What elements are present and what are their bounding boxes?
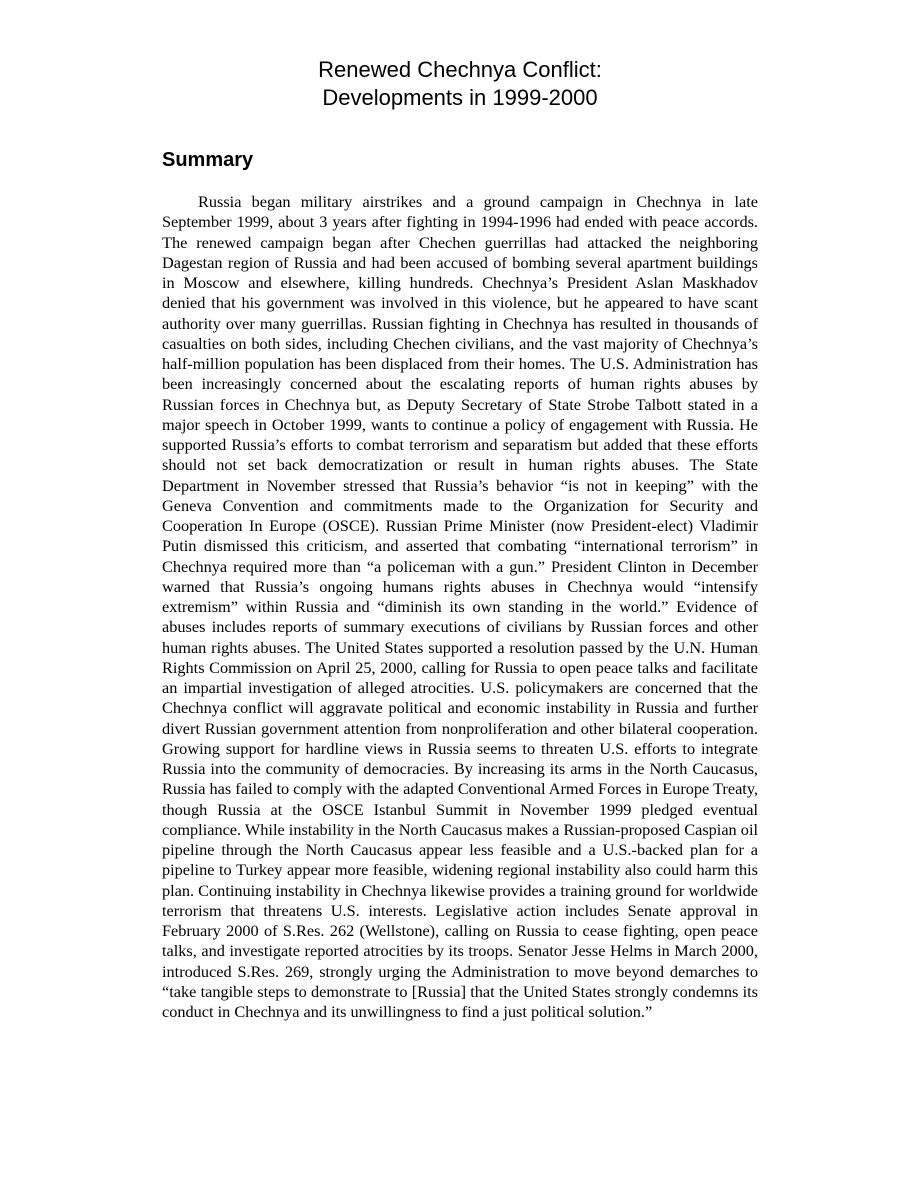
summary-heading: Summary — [162, 149, 254, 171]
summary-paragraph: Russia began military airstrikes and a ground campaign in Chechnya in late September 1999, about 3 years after fighting in 1994-1996 had ended with peace accords. The renewed campaign began after Chechen guerrillas had attacked the neighboring Dagestan region of Russia and had been accused of bombing several apartment buildings in Moscow and elsewhere, killing hundreds. Chechnya’s President Aslan Maskhadov denied that his government was involved in this violence, but he appeared to have scant authority over many guerrillas. Russian fighting in Chechnya has resulted in thousands of casualties on both sides, including Chechen civilians, and the vast majority of Chechnya’s half-million population has been displaced from their homes. The U.S. Administration has been increasingly concerned about the escalating reports of human rights abuses by Russian forces in Chechnya but, as Deputy Secretary of State Strobe Talbott stated in a major speech in October 1999, wants to continue a policy of engagement with Russia. He supported Russia’s efforts to combat terrorism and separatism but added that these efforts should not set back democratization or result in human rights abuses. The State Department in November stressed that Russia’s behavior “is not in keeping” with the Geneva Convention and commitments made to the Organization for Security and Cooperation In Europe (OSCE). Russian Prime Minister (now President-elect) Vladimir Putin dismissed this criticism, and asserted that combating “international terrorism” in Chechnya required more than “a policeman with a gun.” President Clinton in December warned that Russia’s ongoing humans rights abuses in Chechnya would “intensify extremism” within Russia and “diminish its own standing in the world.” Evidence of abuses includes reports of summary executions of civilians by Russian forces and other human rights abuses. The United States supported a resolution passed by the U.N. Human Rights Commission on April 25, 2000, calling for Russia to open peace talks and facilitate an impartial investigation of alleged atrocities. U.S. policymakers are concerned that the Chechnya conflict will aggravate political and economic instability in Russia and further divert Russian government attention from nonproliferation and other bilateral cooperation. Growing support for hardline views in Russia seems to threaten U.S. efforts to integrate Russia into the community of democracies. By increasing its arms in the North Caucasus, Russia has failed to comply with the adapted Conventional Armed Forces in Europe Treaty, though Russia at the OSCE Istanbul Summit in November 1999 pledged eventual compliance. While instability in the North Caucasus makes a Russian-proposed Caspian oil pipeline through the North Caucasus appear less feasible and a U.S.-backed plan for a pipeline to Turkey appear more feasible, widening regional instability also could harm this plan. Continuing instability in Chechnya likewise provides a training ground for worldwide terrorism that threatens U.S. interests. Legislative action includes Senate approval in February 2000 of S.Res. 262 (Wellstone), calling on Russia to cease fighting, open peace talks, and investigate reported atrocities by its troops. Senator Jesse Helms in March 2000, introduced S.Res. 269, strongly urging the Administration to move beyond demarches to “take tangible steps to demonstrate to [Russia] that the United States strongly condemns its conduct in Chechnya and its unwillingness to find a just political solution.” — [162, 192, 758, 1021]
document-title-line-1: Renewed Chechnya Conflict: — [318, 57, 602, 82]
document-title-line-2: Developments in 1999-2000 — [322, 85, 598, 110]
document-title — [162, 56, 758, 112]
